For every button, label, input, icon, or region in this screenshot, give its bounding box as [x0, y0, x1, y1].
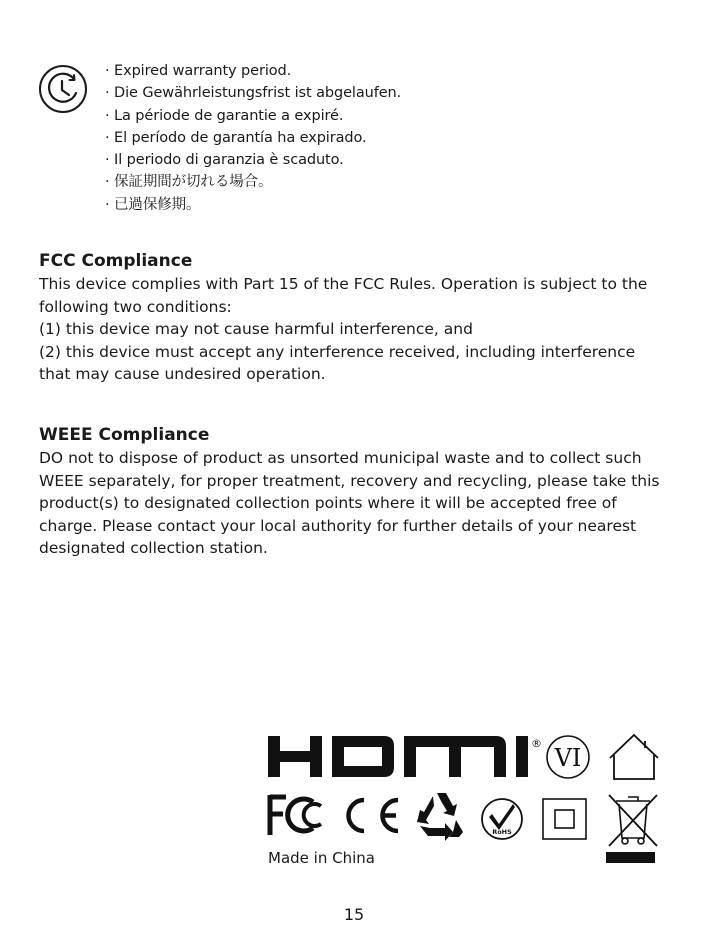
warranty-item-fr: · La période de garantie a expiré. — [105, 105, 401, 127]
warranty-item-zh: · 已過保修期。 — [105, 194, 401, 216]
svg-text:VI: VI — [554, 744, 582, 772]
warranty-item-ja: · 保証期間が切れる場合。 — [105, 171, 401, 193]
fcc-line: that may cause undesired operation. — [39, 365, 326, 383]
warranty-item-en: · Expired warranty period. — [105, 60, 401, 82]
weee-line: WEEE separately, for proper treatment, recovery and recycling, please take this — [39, 471, 660, 490]
warranty-item-de: · Die Gewährleistungsfrist ist abgelaufen. — [105, 82, 401, 104]
double-insulation-icon — [543, 799, 586, 839]
indoor-use-house-icon — [610, 735, 658, 779]
warranty-item-es: · El período de garantía ha expirado. — [105, 127, 401, 149]
page-number: 15 — [343, 905, 365, 924]
warranty-item-it: · Il periodo di garanzia è scaduto. — [105, 149, 401, 171]
weee-crossed-bin-icon — [606, 795, 657, 863]
fcc-heading: FCC Compliance — [39, 251, 193, 271]
fcc-line: (2) this device must accept any interference received, including interference — [39, 342, 636, 361]
energy-level-vi-icon — [547, 736, 589, 778]
fcc-line: (1) this device may not cause harmful interference, and — [39, 320, 473, 338]
weee-line: product(s) to designated collection points where it will be accepted free of — [39, 494, 617, 512]
weee-line: designated collection station. — [39, 539, 268, 557]
weee-line: charge. Please contact your local authority for further details of your nearest — [39, 516, 637, 535]
fcc-logo — [270, 795, 321, 835]
rohs-check-icon — [482, 799, 522, 839]
weee-line: DO not to dispose of product as unsorted municipal waste and to collect such — [39, 449, 642, 467]
ce-mark — [348, 800, 398, 831]
recycle-icon — [417, 793, 463, 841]
registered-mark: ® — [531, 737, 542, 750]
made-in-label: Made in China — [268, 849, 375, 867]
hdmi-logo — [268, 736, 528, 777]
weee-heading: WEEE Compliance — [39, 425, 210, 445]
fcc-line: following two conditions: — [39, 297, 232, 316]
fcc-line: This device complies with Part 15 of the FCC Rules. Operation is subject to the — [39, 275, 648, 293]
svg-text:RoHS: RoHS — [492, 828, 512, 836]
